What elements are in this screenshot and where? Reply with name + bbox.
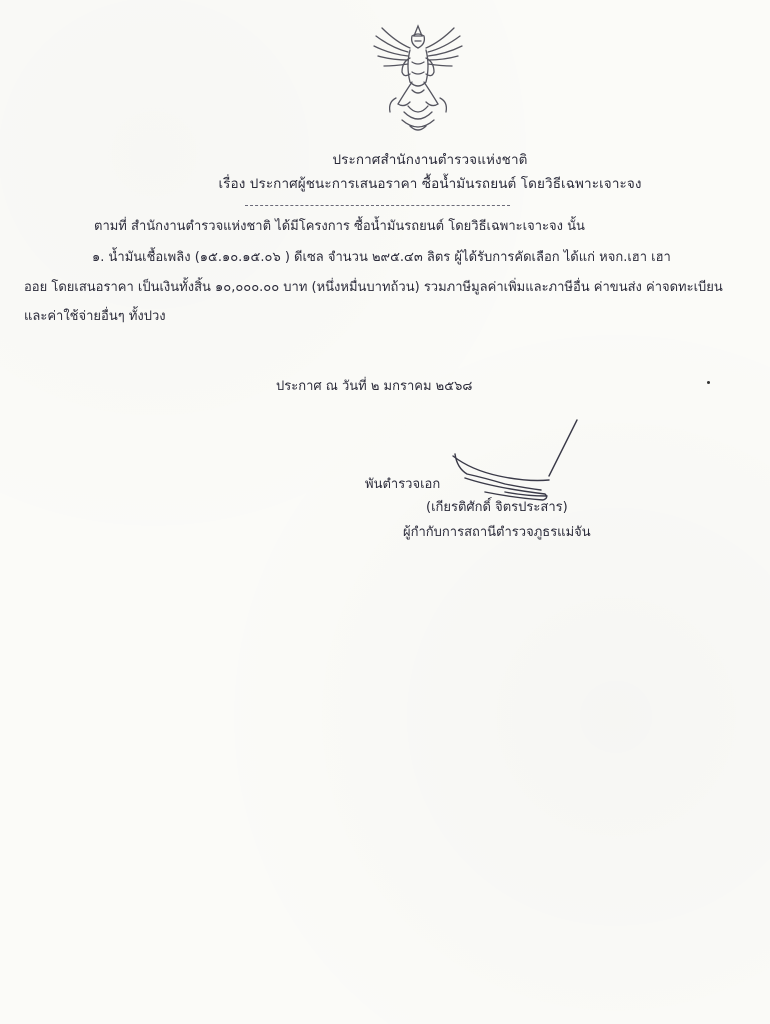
header-divider bbox=[245, 205, 510, 206]
announcement-date: ประกาศ ณ วันที่ ๒ มกราคม ๒๕๖๘ bbox=[276, 379, 473, 394]
announcement-title: ประกาศสำนักงานตำรวจแห่งชาติ bbox=[332, 152, 528, 168]
garuda-emblem-icon bbox=[368, 22, 468, 140]
stray-dot bbox=[707, 381, 710, 384]
body-line-expenses: และค่าใช้จ่ายอื่นๆ ทั้งปวง bbox=[24, 309, 166, 324]
handwritten-signature bbox=[445, 418, 585, 504]
body-line-price: ออย โดยเสนอราคา เป็นเงินทั้งสิ้น ๑๐,๐๐๐.๐๐ บาท (หนึ่งหมื่นบาทถ้วน) รวมภาษีมูลค่าเพิ่มและภาษีอื่น ค่าขนส่ง ค่าจดทะเบียน bbox=[24, 280, 723, 295]
announcement-subject: เรื่อง ประกาศผู้ชนะการเสนอราคา ซื้อน้ำมันรถยนต์ โดยวิธีเฉพาะเจาะจง bbox=[218, 176, 642, 192]
signer-position: ผู้กำกับการสถานีตำรวจภูธรแม่จัน bbox=[403, 525, 591, 540]
body-line-item: ๑. น้ำมันเชื้อเพลิง (๑๕.๑๐.๑๕.๐๖ ) ดีเซล จำนวน ๒๙๕.๔๓ ลิตร ผู้ได้รับการคัดเลือก ได้แก่ หจก.เฮา เฮา bbox=[92, 250, 671, 265]
body-line-intro: ตามที่ สำนักงานตำรวจแห่งชาติ ได้มีโครงการ ซื้อน้ำมันรถยนต์ โดยวิธีเฉพาะเจาะจง นั้น bbox=[94, 219, 585, 234]
signer-name: (เกียรติศักดิ์ จิตรประสาร) bbox=[426, 500, 568, 515]
signer-rank: พันตำรวจเอก bbox=[365, 477, 441, 492]
